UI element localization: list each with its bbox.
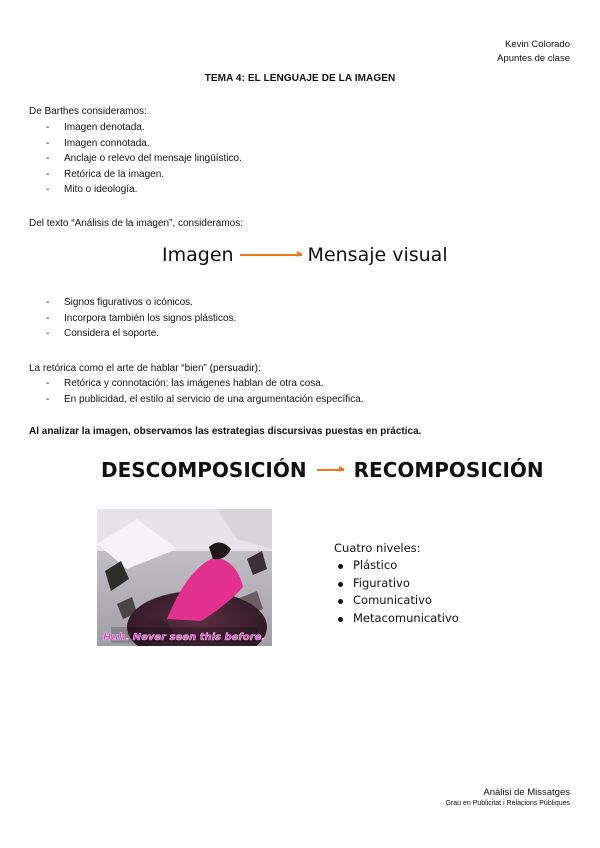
page-title: TEMA 4: EL LENGUAJE DE LA IMAGEN (204, 73, 396, 84)
list-item: - Signos figurativos o icónicos. (44, 295, 236, 311)
flow-to: Mensaje visual (307, 244, 448, 266)
texto-list (44, 295, 236, 342)
arrow-right-icon (240, 254, 302, 256)
barthes-list (44, 120, 242, 198)
levels-title: Cuatro niveles: (334, 541, 421, 555)
course-name: Anàlisi de Missatges (483, 787, 570, 798)
header-subtitle: Apuntes de clase (497, 53, 570, 64)
animated-gif-image (97, 509, 272, 646)
levels-block (334, 541, 459, 627)
flow-from: DESCOMPOSICIÓN (101, 458, 307, 482)
texto-intro: Del texto “Análisis de la imagen”, consideramos: (29, 218, 243, 229)
flow-to: RECOMPOSICIÓN (353, 458, 544, 482)
flow-from: Imagen (162, 244, 234, 266)
list-item: - Considera el soporte. (44, 326, 236, 342)
list-item: - Imagen connotada. (44, 136, 242, 152)
list-item: - Incorpora también los signos plásticos. (44, 311, 236, 327)
list-item: Figurativo (334, 575, 459, 593)
composition-flow (101, 458, 544, 482)
gif-caption: Huh. Never seen this before. (102, 632, 266, 643)
list-item: Comunicativo (334, 592, 459, 610)
page-footer (445, 786, 570, 809)
list-item: Metacomunicativo (334, 610, 459, 628)
degree-name: Grau en Publicitat i Relacions Públiques (445, 800, 570, 807)
list-item: Plástico (334, 557, 459, 575)
imagen-flow (162, 244, 448, 266)
list-item: - Retórica y connotación: las imágenes hablan de otra cosa. (44, 376, 364, 392)
retorica-list (44, 376, 364, 407)
retorica-intro: La retórica como el arte de hablar “bien” (persuadir): (29, 363, 261, 374)
levels-list (334, 557, 459, 627)
list-item: - Mito o ideología. (44, 182, 242, 198)
page-header (497, 38, 570, 66)
analisis-statement: Al analizar la imagen, observamos las estrategias discursivas puestas en práctica. (29, 426, 422, 437)
list-item: - En publicidad, el estilo al servicio de una argumentación específica. (44, 392, 364, 408)
author-name: Kevin Colorado (505, 39, 570, 50)
list-item: - Retórica de la imagen. (44, 167, 242, 183)
list-item: - Imagen denotada. (44, 120, 242, 136)
list-item: - Anclaje o relevo del mensaje lingüístico. (44, 151, 242, 167)
barthes-intro: De Barthes consideramos: (29, 106, 147, 117)
arrow-right-icon (317, 469, 344, 471)
